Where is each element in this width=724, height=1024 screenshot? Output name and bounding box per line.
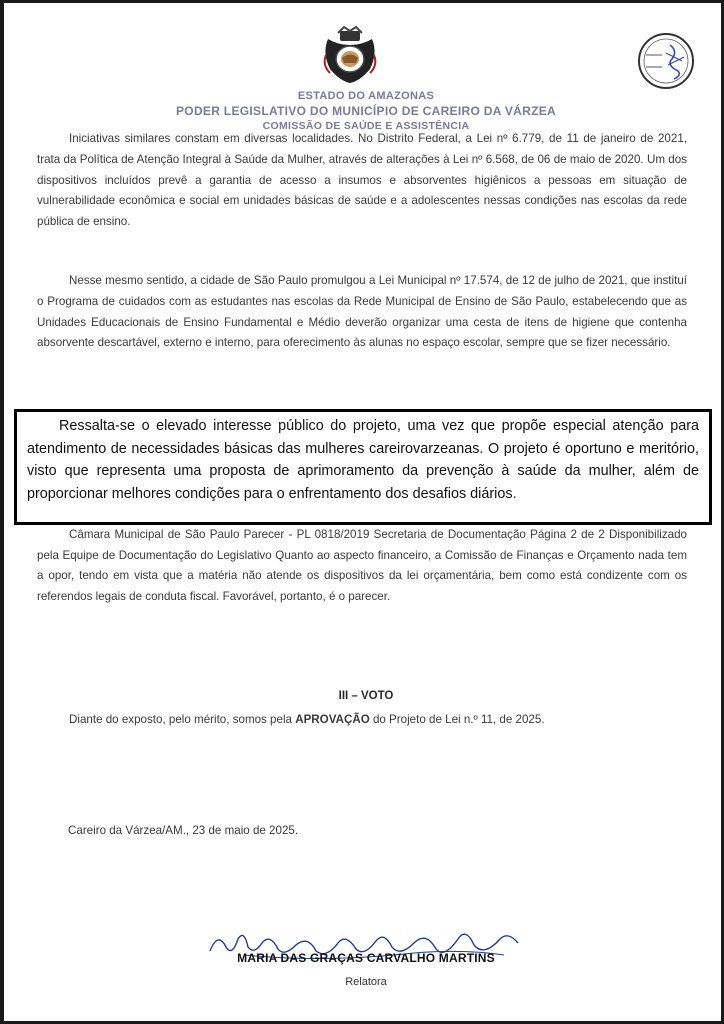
paragraph-sao-paulo: [37, 271, 687, 354]
place-date: Careiro da Várzea/AM., 23 de maio de 2025.: [68, 824, 299, 837]
vote-text-after: do Projeto de Lei n.º 11, de 2025.: [369, 713, 545, 726]
header-commission: COMISSÃO DE SAÚDE E ASSISTÊNCIA: [262, 120, 470, 130]
header-state: ESTADO DO AMAZONAS: [297, 90, 435, 102]
paragraph-text: Nesse mesmo sentido, a cidade de São Paulo promulgou a Lei Municipal nº 17.574, de 12 de julho de 2021, que instituí o Programa de cuidados com as estudantes nas escolas da Rede Municipal de Ensino de São Paulo, estabelecendo que as Unidades Educacionais de Ensino Fundamental e Médio deverão organizar uma cesta de itens de higiene que contenha absorvente descartável, externo e interno, para oferecimento às alunas no espaço escolar, sempre que se fizer necessário.: [37, 274, 687, 350]
highlighted-paragraph-box: [14, 409, 712, 525]
vote-approval: APROVAÇÃO: [295, 713, 370, 726]
paragraph-text: Câmara Municipal de São Paulo Parecer - PL 0818/2019 Secretaria de Documentação Página 2 de 2 Disponibilizado pela Equipe de Documentação do Legislativo Quanto ao aspecto financeiro, a Comissão de Finanças e Orçamento nada tem a opor, tendo em vista que a matéria não atende os dispositivos da lei orçamentária, bem como está condizente com os referendos legais de conduta fiscal. Favorável, portanto, é o parecer.: [37, 528, 687, 603]
highlighted-paragraph: [17, 412, 709, 505]
signatory-name: MARIA DAS GRAÇAS CARVALHO MARTINS: [237, 951, 495, 965]
vote-text-before: Diante do exposto, pelo mérito, somos pela: [69, 713, 296, 726]
coat-of-arms-icon: [320, 25, 380, 85]
paragraph-vote: [37, 710, 687, 730]
section-heading-voto: III – VOTO: [338, 690, 394, 702]
protocol-stamp-icon: [636, 31, 696, 91]
paragraph-text: Iniciativas similares constam em diversas localidades. No Distrito Federal, a Lei nº 6.779, de 11 de janeiro de 2021, trata da Política de Atenção Integral à Saúde da Mulher, através de alterações à Lei nº 6.568, de 06 de maio de 2020. Um dos dispositivos incluídos prevê a garantia de acesso a insumos e absorventes higiênicos a pessoas em situação de vulnerabilidade econômica e social em unidades básicas de saúde e a adolescentes nessas condições nas escolas da rede pública de ensino.: [37, 132, 687, 229]
paragraph-financial-opinion: [37, 525, 687, 607]
header-legislative-power: PODER LEGISLATIVO DO MUNICÍPIO DE CAREIRO DA VÁRZEA: [176, 104, 556, 118]
highlighted-text: Ressalta-se o elevado interesse público do projeto, uma vez que propõe especial atenção para atendimento de necessidades básicas das mulheres careirovarzeanas. O projeto é oportuno e meritório, visto que representa uma proposta de aprimoramento da prevenção à saúde da mulher, além de proporcionar melhores condições para o enfrentamento dos desafios diários.: [27, 418, 699, 502]
paragraph-distrito-federal: [37, 129, 687, 233]
signatory-role: Relatora: [345, 976, 387, 988]
